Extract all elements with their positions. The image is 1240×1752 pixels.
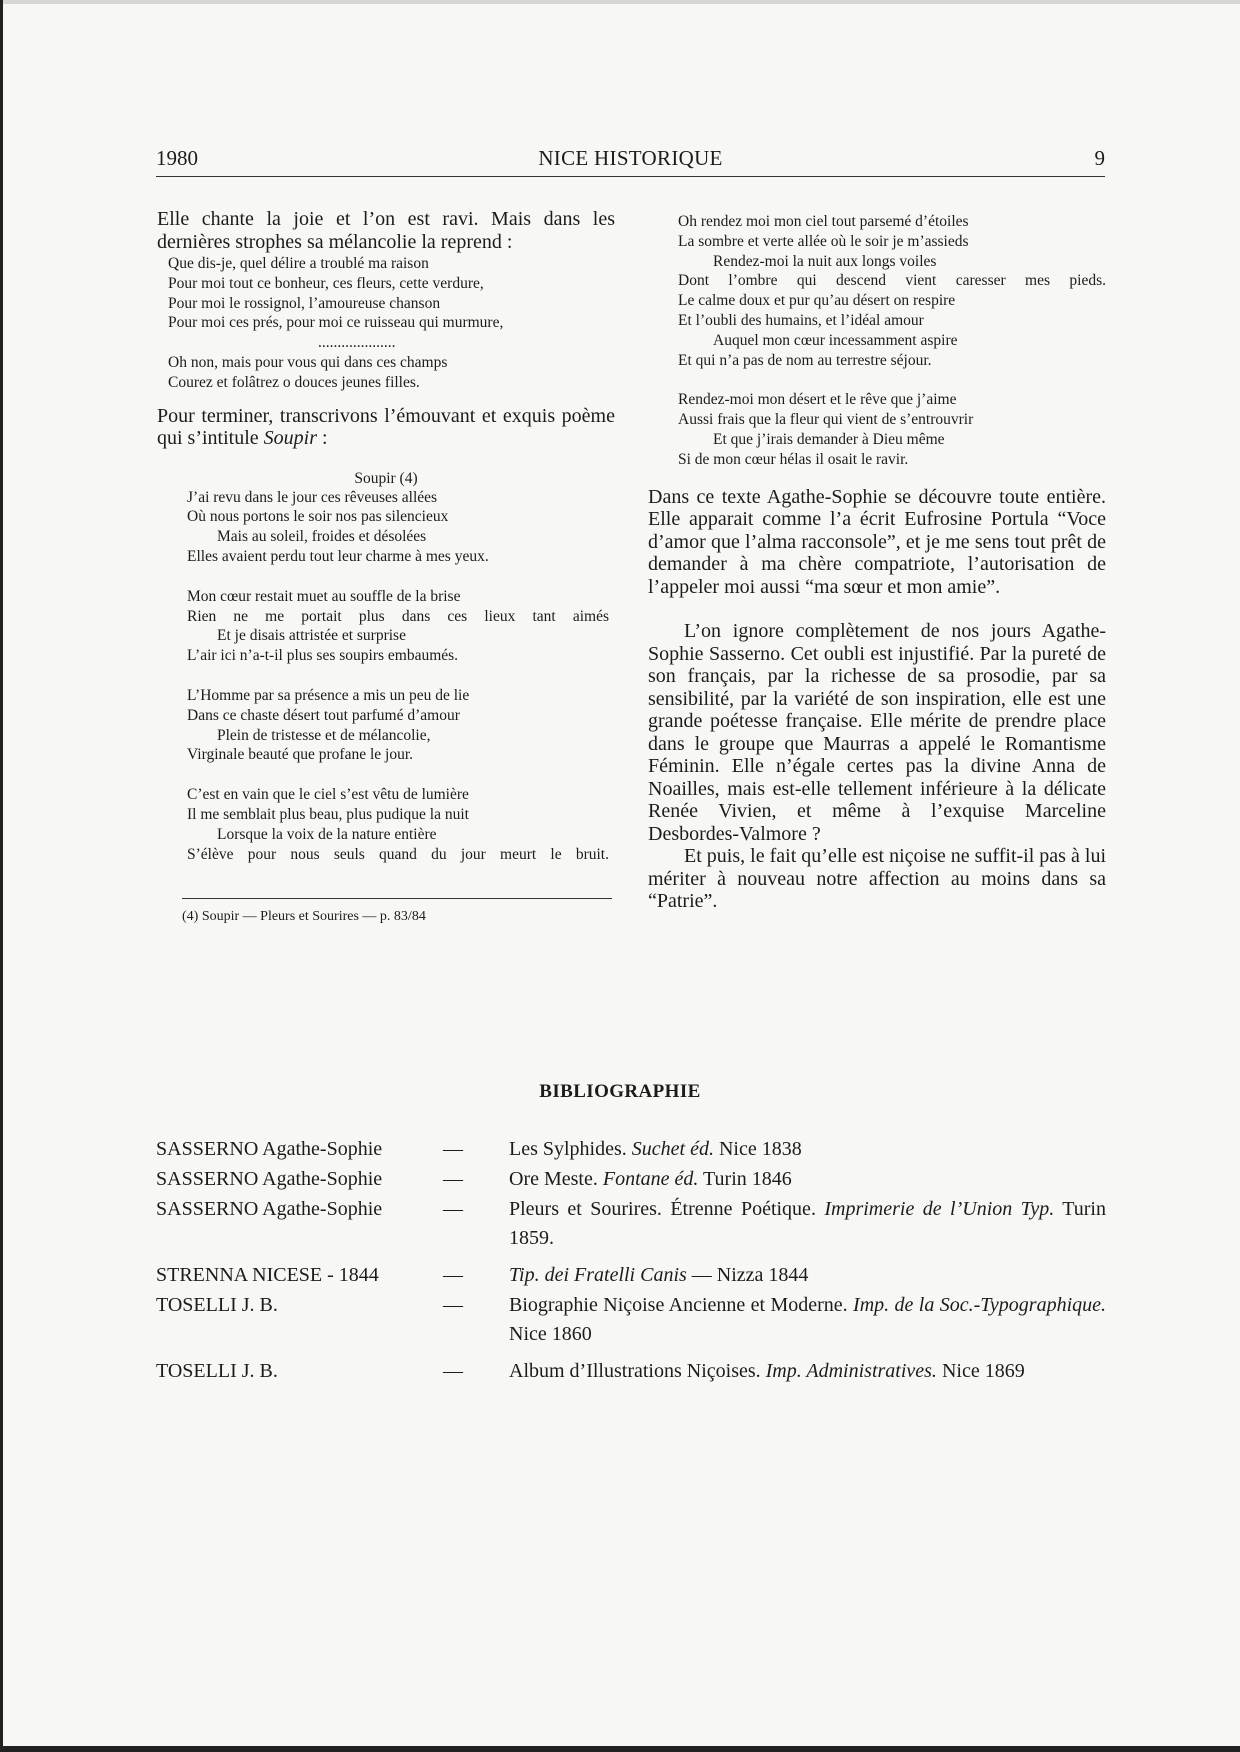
commentary-paragraph-3: Et puis, le fait qu’elle est niçoise ne suffit-il pas à lui mériter à nouveau notre affection au moins dans sa “Patrie”. <box>648 845 1106 913</box>
commentary-paragraph-1: Dans ce texte Agathe-Sophie se découvre toute entière. Elle apparait comme l’a écrit Eufrosine Portula “Voce d’amor que l’alma racconsole”, et je me sens tout prêt de demander à ma chère compatriote, l’autorisation de l’appeler moi aussi “ma sœur et mon amie”. <box>648 485 1106 598</box>
entry-publisher: Imp. de la Soc.-Typographique. <box>853 1294 1107 1316</box>
entry-dash: — <box>443 1294 463 1316</box>
entry-dash: — <box>443 1138 463 1160</box>
header-page-number: 9 <box>1094 146 1105 170</box>
verse-line: Il me semblait plus beau, plus pudique la nuit <box>187 805 469 823</box>
entry-dash: — <box>443 1198 463 1220</box>
entry-work: Album d’Illustrations Niçoises. <box>509 1360 766 1382</box>
entry-work: Biographie Niçoise Ancienne et Moderne. <box>509 1294 854 1316</box>
poem-stanza-4 <box>187 785 615 864</box>
commentary-paragraph-2: L’on ignore complètement de nos jours Agathe-Sophie Sasserno. Cet oubli est injustifié. Par la pureté de son français, par la richesse de sa prosodie, par sa sensibilité, par la variété de son inspiration, elle est une grande poétesse française. Elle mérite de prendre place dans le groupe que Maurras a appelé le Romantisme Féminin. Elle n’égale certes pas la divine Anna de Noailles, mais est-elle tellement inférieure à la délicate Renée Vivien, et même à l’exquise Marceline Desbordes-Valmore ? <box>648 620 1106 845</box>
transition-end: : <box>317 427 328 450</box>
page-left-edge <box>0 0 3 1752</box>
page-top-edge <box>0 0 1240 4</box>
verse-line: Virginale beauté que profane le jour. <box>187 746 414 764</box>
bibliography-entry <box>156 1165 1106 1194</box>
verse-line: Mais au soleil, froides et désolées <box>217 528 427 546</box>
page-bottom-edge <box>0 1746 1240 1752</box>
verse-line: Oh non, mais pour vous qui dans ces champs <box>168 353 448 371</box>
intro-paragraph: Elle chante la joie et l’on est ravi. Mais dans les dernières strophes sa mélancolie la reprend : <box>157 208 615 253</box>
entry-dash: — <box>443 1264 463 1286</box>
entry-publisher: Imp. Administratives. <box>765 1360 937 1382</box>
verse-line: Rien ne me portait plus dans ces lieux tant aimés <box>187 607 609 625</box>
header-year: 1980 <box>156 146 198 170</box>
entry-author: TOSELLI J. B. <box>156 1294 278 1316</box>
entry-place: Nice 1860 <box>509 1323 592 1345</box>
verse-line: L’Homme par sa présence a mis un peu de lie <box>187 686 470 704</box>
verse-line: J’ai revu dans le jour ces rêveuses allées <box>187 488 438 506</box>
bibliography-entry <box>156 1261 1106 1290</box>
entry-author: TOSELLI J. B. <box>156 1360 278 1382</box>
poem-continuation-stanza-2 <box>678 390 1106 469</box>
entry-author: STRENNA NICESE - 1844 <box>156 1264 379 1286</box>
bibliography-entry <box>156 1135 1106 1164</box>
poem-reference: Soupir <box>263 427 318 450</box>
entry-place: Nice 1838 <box>713 1138 802 1160</box>
verse-line: Courez et folâtrez o douces jeunes filles. <box>168 373 420 391</box>
entry-author: SASSERNO Agathe-Sophie <box>156 1168 383 1190</box>
right-column <box>648 212 1106 913</box>
verse-line: Pour moi ces prés, pour moi ce ruisseau qui murmure, <box>168 314 504 332</box>
verse-line: Lorsque la voix de la nature entière <box>217 825 437 843</box>
entry-title <box>509 1195 1106 1253</box>
transition-text: Pour terminer, transcrivons l’émouvant et exquis poème qui s’intitule <box>157 404 615 450</box>
verse-line: S’élève pour nous seuls quand du jour meurt le bruit. <box>187 845 609 863</box>
entry-publisher: Fontane éd. <box>602 1168 699 1190</box>
verse-line: L’air ici n’a-t-il plus ses soupirs embaumés. <box>187 647 459 665</box>
entry-place: Turin 1859. <box>509 1198 1106 1249</box>
verse-line: Et qui n’a pas de nom au terrestre séjour. <box>678 351 932 369</box>
poem-stanza-1 <box>187 488 615 567</box>
footnote: (4) Soupir — Pleurs et Sourires — p. 83/84 <box>182 909 426 925</box>
verse-line: Auquel mon cœur incessamment aspire <box>713 331 958 349</box>
verse-line: Dans ce chaste désert tout parfumé d’amour <box>187 706 460 724</box>
verse-line: Pour moi tout ce bonheur, ces fleurs, cette verdure, <box>168 274 484 292</box>
entry-place: — Nizza 1844 <box>686 1264 809 1286</box>
poem-stanza-3 <box>187 686 615 765</box>
footnote-rule <box>182 898 612 899</box>
verse-line: Rendez-moi la nuit aux longs voiles <box>713 252 937 270</box>
verse-line: Le calme doux et pur qu’au désert on respire <box>678 292 956 310</box>
transition-paragraph <box>157 405 615 450</box>
verse-line: Où nous portons le soir nos pas silencieux <box>187 508 449 526</box>
verse-line: Elles avaient perdu tout leur charme à mes yeux. <box>187 547 489 565</box>
entry-title <box>509 1357 1106 1386</box>
verse-line: Dont l’ombre qui descend vient caresser mes pieds. <box>678 272 1106 290</box>
verse-line: Si de mon cœur hélas il osait le ravir. <box>678 450 909 468</box>
bibliography-heading: BIBLIOGRAPHIE <box>539 1081 701 1102</box>
entry-dash: — <box>443 1360 463 1382</box>
entry-work: Pleurs et Sourires. Étrenne Poétique. <box>509 1198 825 1220</box>
entry-place: Turin 1846 <box>698 1168 792 1190</box>
verse-line: Plein de tristesse et de mélancolie, <box>217 726 431 744</box>
verse-line: Pour moi le rossignol, l’amoureuse chanson <box>168 294 441 312</box>
entry-author: SASSERNO Agathe-Sophie <box>156 1138 383 1160</box>
entry-title <box>509 1135 1106 1164</box>
verse-line: C’est en vain que le ciel s’est vêtu de lumière <box>187 786 469 804</box>
running-header <box>156 146 1105 177</box>
entry-place: Nice 1869 <box>936 1360 1025 1382</box>
entry-author: SASSERNO Agathe-Sophie <box>156 1198 383 1220</box>
verse-line: Mon cœur restait muet au souffle de la brise <box>187 587 461 605</box>
bibliography-list <box>156 1135 1106 1387</box>
entry-dash: — <box>443 1168 463 1190</box>
poem-excerpt <box>168 254 615 393</box>
verse-line: Rendez-moi mon désert et le rêve que j’aime <box>678 391 957 409</box>
bibliography-entry <box>156 1291 1106 1349</box>
entry-publisher: Imprimerie de l’Union Typ. <box>824 1198 1055 1220</box>
entry-title <box>509 1165 1106 1194</box>
verse-line: Oh rendez moi mon ciel tout parsemé d’étoiles <box>678 213 969 230</box>
verse-line: Que dis-je, quel délire a troublé ma raison <box>168 255 429 272</box>
poem-continuation-stanza-1 <box>678 212 1106 370</box>
entry-publisher: Suchet éd. <box>631 1138 714 1160</box>
poem-stanza-2 <box>187 587 615 666</box>
entry-title <box>509 1291 1106 1349</box>
ellipsis-line: .................... <box>318 334 396 352</box>
bibliography-entry <box>156 1195 1106 1253</box>
verse-line: Et je disais attristée et surprise <box>217 627 406 645</box>
verse-line: Et l’oubli des humains, et l’idéal amour <box>678 311 924 329</box>
verse-line: Aussi frais que la fleur qui vient de s’entrouvrir <box>678 411 974 429</box>
verse-line: La sombre et verte allée où le soir je m’assieds <box>678 232 969 250</box>
poem-title: Soupir (4) <box>354 469 418 487</box>
header-journal-title: NICE HISTORIQUE <box>538 146 723 170</box>
entry-work: Ore Meste. <box>509 1168 603 1190</box>
entry-publisher: Tip. dei Fratelli Canis <box>509 1264 687 1286</box>
bibliography-entry <box>156 1357 1106 1386</box>
left-column <box>157 208 615 925</box>
verse-line: Et que j’irais demander à Dieu même <box>713 430 945 448</box>
entry-work: Les Sylphides. <box>509 1138 632 1160</box>
entry-title <box>509 1261 1106 1290</box>
